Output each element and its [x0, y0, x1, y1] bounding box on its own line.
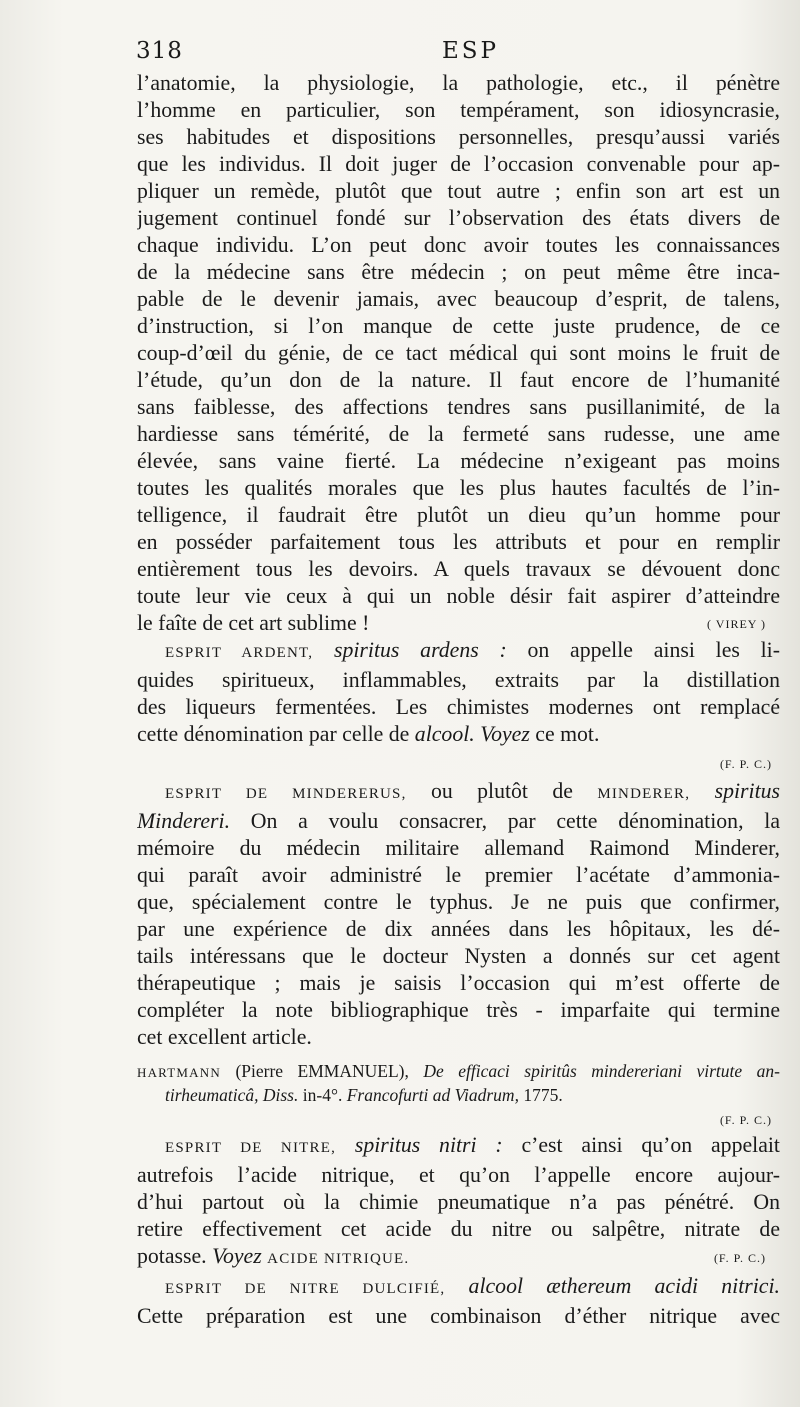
entry-text: ou plutôt de: [430, 779, 573, 803]
text-line: en posséder parfaitement tous les attributs et pour en remplir: [137, 530, 780, 554]
entry-headword: ESPRIT DE NITRE DULCIFIÉ,: [165, 1281, 446, 1297]
entry-first-line: [137, 778, 780, 808]
author-signature: (F. P. C.): [719, 1113, 772, 1127]
reference-first-line: [137, 1060, 780, 1084]
reference-place: Francofurti ad Viadrum,: [346, 1085, 519, 1105]
author-signature: ( VIREY ): [707, 617, 766, 631]
text-line: thérapeutique ; mais je saisis l’occasion qui m’est offerte de: [137, 971, 780, 995]
reference-title: De efficaci spiritûs mindereriani virtute an-: [423, 1061, 780, 1081]
entry-headword: ESPRIT ARDENT,: [165, 645, 314, 661]
bibliographic-reference: [137, 1060, 780, 1132]
entry-text: potasse.: [137, 1244, 207, 1268]
text-line-last: [137, 610, 780, 637]
text-line: compléter la note bibliographique très - imparfaite qui termine: [137, 998, 780, 1022]
author-signature: (F. P. C.): [713, 1251, 766, 1265]
page-text: [137, 70, 780, 1330]
entry-first-line: [137, 1273, 780, 1303]
text-line-last: [137, 721, 780, 748]
intro-paragraph: [137, 70, 780, 637]
entry-headword: ESPRIT DE MINDERERUS,: [165, 786, 407, 802]
text-line: telligence, il faudrait être plutôt un dieu qu’un homme pour: [137, 503, 780, 527]
entry-esprit-ardent: [137, 637, 780, 778]
latin-term: Mindereri.: [137, 809, 231, 833]
text-line: élevée, sans vaine fierté. La médecine n’exigeant pas moins: [137, 449, 780, 473]
text-line: de la médecine sans être médecin ; on peut même être inca-: [137, 260, 780, 284]
reference-year: 1775.: [523, 1085, 563, 1105]
text-line: toute leur vie ceux à qui un noble désir fait aspirer d’atteindre: [137, 584, 780, 608]
text-line: que, spécialement contre le typhus. Je ne puis que confirmer,: [137, 890, 780, 914]
text-line: l’étude, qu’un don de la nature. Il faut encore de l’humanité: [137, 368, 780, 392]
author-signature: (F. P. C.): [719, 757, 772, 771]
text-line: chaque individu. L’on peut donc avoir toutes les connaissances: [137, 233, 780, 257]
cross-ref-term: ACIDE NITRIQUE.: [267, 1251, 410, 1267]
entry-text: on appelle ainsi les li-: [527, 638, 780, 662]
text-line: qui paraît avoir administré le premier l’acétate d’ammonia-: [137, 863, 780, 887]
see-also: Voyez: [480, 722, 530, 746]
text-line: mémoire du médecin militaire allemand Raimond Minderer,: [137, 836, 780, 860]
text-line: l’homme en particulier, son tempérament, son idiosyncrasie,: [137, 98, 780, 122]
latin-term: spiritus ardens :: [334, 638, 507, 662]
entry-headword: ESPRIT DE NITRE,: [165, 1140, 337, 1156]
latin-term: spiritus nitri :: [354, 1133, 503, 1157]
latin-term: alcool æthereum acidi nitrici.: [468, 1274, 780, 1298]
text-line: coup-d’œil du génie, de ce tact médical qui sont moins le fruit de: [137, 341, 780, 365]
latin-term: spiritus: [714, 779, 780, 803]
signature-line: [137, 1107, 780, 1132]
page-number: 318: [136, 38, 183, 64]
text-line: d’instruction, si l’on manque de cette juste prudence, de ce: [137, 314, 780, 338]
text-line: par une expérience de dix années dans les hôpitaux, les dé-: [137, 917, 780, 941]
text-line: que les individus. Il doit juger de l’occasion convenable pour ap-: [137, 152, 780, 176]
text-line: l’anatomie, la physiologie, la pathologie, etc., il pénètre: [137, 71, 780, 95]
text-line: sans faiblesse, des affections tendres sans pusillanimité, de la: [137, 395, 780, 419]
text-line: toutes les qualités morales que les plus hautes facultés de l’in-: [137, 476, 780, 500]
text-line: hardiesse sans témérité, de la fermeté sans rudesse, une ame: [137, 422, 780, 446]
text-line: pliquer un remède, plutôt que tout autre ; enfin son art est un: [137, 179, 780, 203]
text-line: d’hui partout où la chimie pneumatique n’a pas pénétré. On: [137, 1190, 780, 1214]
entry-headword-alt: MINDERER,: [597, 786, 691, 802]
entry-text: c’est ainsi qu’on appelait: [521, 1133, 780, 1157]
text-line: [137, 808, 780, 835]
text-line: jugement continuel fondé sur l’observation des états divers de: [137, 206, 780, 230]
entry-text: ce mot.: [535, 722, 600, 746]
text-line: entièrement tous les devoirs. A quels travaux se dévouent donc: [137, 557, 780, 581]
reference-title-cont: tirheumaticâ, Diss.: [165, 1085, 299, 1105]
text-line-last: cet excellent article.: [137, 1025, 312, 1049]
spacer: [137, 1051, 780, 1060]
entry-esprit-minderer: [137, 778, 780, 1051]
text-line: quides spiritueux, inflammables, extraits par la distillation: [137, 668, 780, 692]
text-line: des liqueurs fermentées. Les chimistes modernes ont remplacé: [137, 695, 780, 719]
entry-first-line: [137, 1132, 780, 1162]
text-line: ses habitudes et dispositions personnelles, presqu’aussi variés: [137, 125, 780, 149]
reference-format: in-4°.: [302, 1085, 343, 1105]
text-line: autrefois l’acide nitrique, et qu’on l’appelle encore aujour-: [137, 1163, 780, 1187]
text-line: tails intéressans que le docteur Nysten a donnés sur cet agent: [137, 944, 780, 968]
running-header: [136, 38, 780, 68]
entry-esprit-de-nitre: [137, 1132, 780, 1273]
text-line: retire effectivement cet acide du nitre ou salpêtre, nitrate de: [137, 1217, 780, 1241]
cross-ref-term: alcool.: [414, 722, 475, 746]
entry-first-line: [137, 637, 780, 667]
text-line-last: [137, 1243, 780, 1273]
reference-author: HARTMANN: [137, 1065, 221, 1080]
reference-given-name: (Pierre EMMANUEL),: [235, 1061, 409, 1081]
running-title: ESP: [442, 38, 500, 64]
entry-text: cette dénomination par celle de: [137, 722, 410, 746]
reference-second-line: [137, 1084, 780, 1107]
entry-esprit-de-nitre-dulcifie: [137, 1273, 780, 1330]
signature-line: [137, 748, 780, 778]
text-line: pable de le devenir jamais, avec beaucoup d’esprit, de talens,: [137, 287, 780, 311]
entry-text: On a voulu consacrer, par cette dénomination, la: [250, 809, 780, 833]
intro-last-line: le faîte de cet art sublime !: [137, 611, 370, 635]
text-line: Cette préparation est une combinaison d’éther nitrique avec: [137, 1304, 780, 1328]
see-also: Voyez: [212, 1244, 262, 1268]
